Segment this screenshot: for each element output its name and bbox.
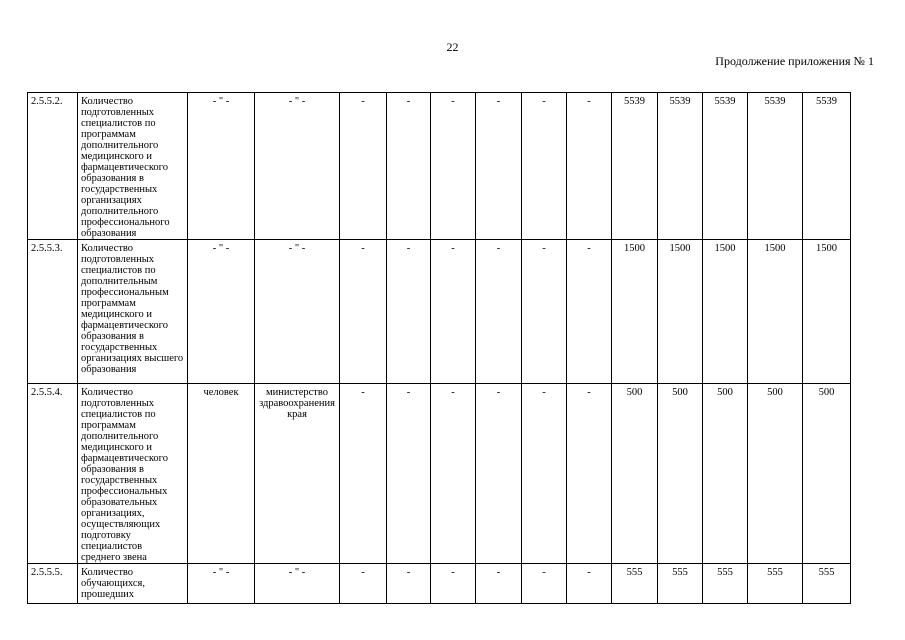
table-row	[28, 240, 851, 384]
year-value-cell	[522, 240, 567, 384]
indicator-name-text: Количество обучающихся, прошедших	[81, 567, 145, 600]
year-value-cell-text: -	[496, 567, 501, 578]
year-value-cell	[567, 384, 612, 564]
year-value-cell	[612, 384, 658, 564]
year-value-cell-text: 555	[717, 567, 733, 578]
year-value-cell-text: -	[542, 387, 546, 398]
year-value-cell	[431, 384, 476, 564]
unit-cell-text: - " -	[212, 243, 230, 254]
year-value-cell-text: 500	[767, 387, 783, 398]
year-value-cell	[803, 93, 851, 240]
year-value-cell-text: 555	[767, 567, 783, 578]
indicator-code	[28, 384, 78, 564]
year-value-cell	[476, 240, 522, 384]
indicator-name	[78, 564, 188, 604]
year-value-cell	[340, 93, 387, 240]
executor-cell-text: - " -	[288, 96, 306, 107]
year-value-cell-text: -	[406, 567, 411, 578]
year-value-cell	[567, 240, 612, 384]
year-value-cell-text: -	[587, 567, 591, 578]
unit-cell-text: - " -	[212, 567, 230, 578]
year-value-cell-text: -	[451, 387, 455, 398]
year-value-cell-text: -	[361, 387, 365, 398]
year-value-cell-text: 1500	[816, 243, 837, 254]
year-value-cell	[612, 564, 658, 604]
year-value-cell-text: -	[451, 567, 455, 578]
table-row	[28, 93, 851, 240]
year-value-cell-text: -	[496, 96, 501, 107]
year-value-cell-text: 1500	[669, 243, 691, 254]
year-value-cell-text: -	[361, 96, 365, 107]
indicator-name-text: Количество подготовленных специалистов по программам дополнительного медицинского и фармацевтического образования в государственных профессиональных образовательных организациях, осуществляющих подготовку специалистов среднего звена	[81, 387, 168, 563]
year-value-cell-text: 500	[626, 387, 643, 398]
year-value-cell-text: -	[451, 96, 455, 107]
year-value-cell	[803, 240, 851, 384]
unit-cell	[188, 384, 255, 564]
year-value-cell	[703, 93, 748, 240]
executor-cell	[255, 564, 340, 604]
year-value-cell	[567, 564, 612, 604]
year-value-cell-text: 5539	[714, 96, 736, 107]
table-row	[28, 564, 851, 604]
year-value-cell-text: 5539	[624, 96, 645, 107]
indicator-name-text: Количество подготовленных специалистов по дополнительным профессиональным программам медицинского и фармацевтического образования в государственных организациях высшего образования	[81, 243, 184, 375]
indicator-code-text: 2.5.5.5.	[31, 567, 63, 578]
indicator-code-text: 2.5.5.4.	[31, 387, 63, 398]
year-value-cell-text: -	[542, 243, 546, 254]
year-value-cell-text: -	[542, 96, 546, 107]
indicator-name	[78, 240, 188, 384]
indicator-name	[78, 384, 188, 564]
year-value-cell-text: 555	[818, 567, 835, 578]
year-value-cell	[340, 564, 387, 604]
year-value-cell	[703, 240, 748, 384]
year-value-cell	[748, 384, 803, 564]
page-number: 22	[446, 40, 459, 54]
unit-cell	[188, 564, 255, 604]
table-row	[28, 384, 851, 564]
year-value-cell-text: -	[361, 567, 365, 578]
year-value-cell	[522, 93, 567, 240]
year-value-cell-text: -	[542, 567, 546, 578]
year-value-cell-text: 555	[672, 567, 688, 578]
year-value-cell	[387, 93, 431, 240]
executor-cell	[255, 240, 340, 384]
year-value-cell	[476, 564, 522, 604]
year-value-cell-text: 555	[626, 567, 643, 578]
year-value-cell	[748, 240, 803, 384]
year-value-cell-text: -	[587, 387, 591, 398]
executor-cell	[255, 93, 340, 240]
year-value-cell	[612, 93, 658, 240]
indicator-name	[78, 93, 188, 240]
executor-cell	[255, 384, 340, 564]
year-value-cell	[431, 93, 476, 240]
year-value-cell	[431, 240, 476, 384]
year-value-cell-text: -	[451, 243, 455, 254]
year-value-cell-text: 5539	[669, 96, 691, 107]
indicator-code-text: 2.5.5.3.	[31, 243, 63, 254]
executor-cell-text: - " -	[288, 243, 306, 254]
year-value-cell-text: -	[406, 387, 411, 398]
unit-cell-text: - " -	[212, 96, 230, 107]
year-value-cell	[431, 564, 476, 604]
year-value-cell	[387, 384, 431, 564]
year-value-cell-text: -	[496, 387, 501, 398]
unit-cell	[188, 240, 255, 384]
year-value-cell-text: 1500	[714, 243, 736, 254]
year-value-cell-text: 5539	[816, 96, 837, 107]
year-value-cell	[476, 93, 522, 240]
year-value-cell	[612, 240, 658, 384]
indicator-code-text: 2.5.5.2.	[31, 96, 63, 107]
year-value-cell	[340, 240, 387, 384]
year-value-cell-text: 1500	[764, 243, 786, 254]
year-value-cell	[748, 93, 803, 240]
year-value-cell-text: -	[361, 243, 365, 254]
year-value-cell-text: -	[496, 243, 501, 254]
year-value-cell	[658, 564, 703, 604]
year-value-cell	[703, 564, 748, 604]
indicator-code	[28, 93, 78, 240]
year-value-cell	[387, 564, 431, 604]
indicator-name-text: Количество подготовленных специалистов по программам дополнительного медицинского и фармацевтического образования в государственных организациях дополнительного профессионального образования	[81, 96, 170, 239]
year-value-cell-text: -	[587, 243, 591, 254]
year-value-cell	[340, 384, 387, 564]
appendix-continuation-label: Продолжение приложения № 1	[715, 54, 874, 68]
year-value-cell-text: -	[406, 243, 411, 254]
year-value-cell	[387, 240, 431, 384]
indicator-code	[28, 564, 78, 604]
year-value-cell-text: 500	[818, 387, 835, 398]
year-value-cell	[658, 93, 703, 240]
year-value-cell	[803, 384, 851, 564]
year-value-cell	[522, 564, 567, 604]
unit-cell	[188, 93, 255, 240]
year-value-cell	[522, 384, 567, 564]
year-value-cell	[803, 564, 851, 604]
executor-cell-text: министерство здравоохранения края	[259, 387, 335, 420]
year-value-cell	[703, 384, 748, 564]
year-value-cell-text: 500	[672, 387, 688, 398]
year-value-cell	[567, 93, 612, 240]
year-value-cell	[748, 564, 803, 604]
indicators-table	[27, 92, 851, 604]
executor-cell-text: - " -	[288, 567, 306, 578]
year-value-cell	[658, 384, 703, 564]
year-value-cell-text: 5539	[764, 96, 786, 107]
year-value-cell	[658, 240, 703, 384]
year-value-cell-text: 1500	[624, 243, 645, 254]
year-value-cell-text: 500	[717, 387, 733, 398]
year-value-cell-text: -	[406, 96, 411, 107]
unit-cell-text: человек	[203, 387, 239, 398]
year-value-cell-text: -	[587, 96, 591, 107]
indicator-code	[28, 240, 78, 384]
year-value-cell	[476, 384, 522, 564]
